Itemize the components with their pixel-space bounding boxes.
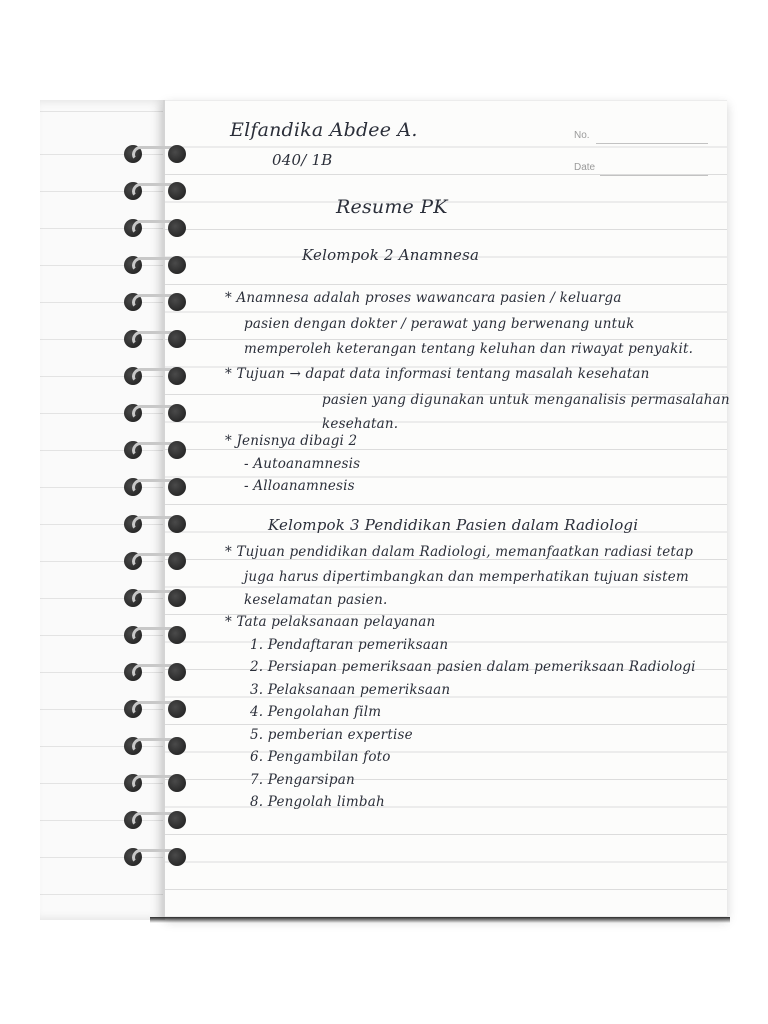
group2-line: memperoleh keterangan tentang keluhan dan riwayat penyakit. — [244, 341, 694, 357]
binding-ring — [124, 552, 186, 570]
group2-heading: Kelompok 2 Anamnesa — [302, 246, 480, 264]
binding-ring — [124, 441, 186, 459]
binding-ring — [124, 663, 186, 681]
group3-list-item: 3. Pelaksanaan pemeriksaan — [250, 682, 451, 698]
binding-ring — [124, 367, 186, 385]
group2-line: - Autoanamnesis — [244, 456, 361, 472]
group3-heading: Kelompok 3 Pendidikan Pasien dalam Radiologi — [268, 516, 639, 534]
binding-ring — [124, 811, 186, 829]
binding-ring — [124, 182, 186, 200]
binding-ring — [124, 478, 186, 496]
student-class: 040/ 1B — [272, 151, 333, 169]
binding-ring — [124, 848, 186, 866]
group3-line: keselamatan pasien. — [244, 592, 388, 608]
group3-line: * Tujuan pendidikan dalam Radiologi, memanfaatkan radiasi tetap — [225, 544, 694, 560]
group2-line: * Anamnesa adalah proses wawancara pasien / keluarga — [225, 290, 622, 306]
group3-list-item: 1. Pendaftaran pemeriksaan — [250, 637, 449, 653]
binding-ring — [124, 626, 186, 644]
group3-list-item: 8. Pengolah limbah — [250, 794, 385, 810]
binding-ring — [124, 145, 186, 163]
group3-list-item: 2. Persiapan pemeriksaan pasien dalam pemeriksaan Radiologi — [250, 659, 696, 675]
group2-line: pasien yang digunakan untuk menganalisis permasalahan — [322, 392, 730, 408]
binding-ring — [124, 589, 186, 607]
group3-list-item: 7. Pengarsipan — [250, 772, 355, 788]
binding-ring — [124, 774, 186, 792]
group3-list-item: 6. Pengambilan foto — [250, 749, 391, 765]
group2-line: pasien dengan dokter / perawat yang berwenang untuk — [244, 316, 635, 332]
date-line — [600, 175, 708, 176]
student-name: Elfandika Abdee A. — [230, 119, 418, 141]
date-label: Date — [574, 162, 596, 173]
no-label: No. — [574, 130, 590, 141]
group3-line: juga harus dipertimbangkan dan memperhatikan tujuan sistem — [244, 569, 689, 585]
binding-ring — [124, 219, 186, 237]
group3-list-item: 4. Pengolahan film — [250, 704, 382, 720]
group2-line: - Alloanamnesis — [244, 478, 355, 494]
binding-ring — [124, 737, 186, 755]
binding-ring — [124, 700, 186, 718]
group3-line: * Tata pelaksanaan pelayanan — [225, 614, 436, 630]
group2-line: * Tujuan → dapat data informasi tentang masalah kesehatan — [225, 366, 650, 382]
no-line — [596, 143, 708, 144]
binding-ring — [124, 330, 186, 348]
group2-line: * Jenisnya dibagi 2 — [225, 433, 358, 449]
binding-ring — [124, 293, 186, 311]
group3-list-item: 5. pemberian expertise — [250, 727, 413, 743]
group2-line: kesehatan. — [322, 416, 399, 432]
binding-ring — [124, 515, 186, 533]
page-shadow — [150, 917, 730, 923]
binding-ring — [124, 256, 186, 274]
binding-ring — [124, 404, 186, 422]
page-title: Resume PK — [336, 196, 448, 218]
